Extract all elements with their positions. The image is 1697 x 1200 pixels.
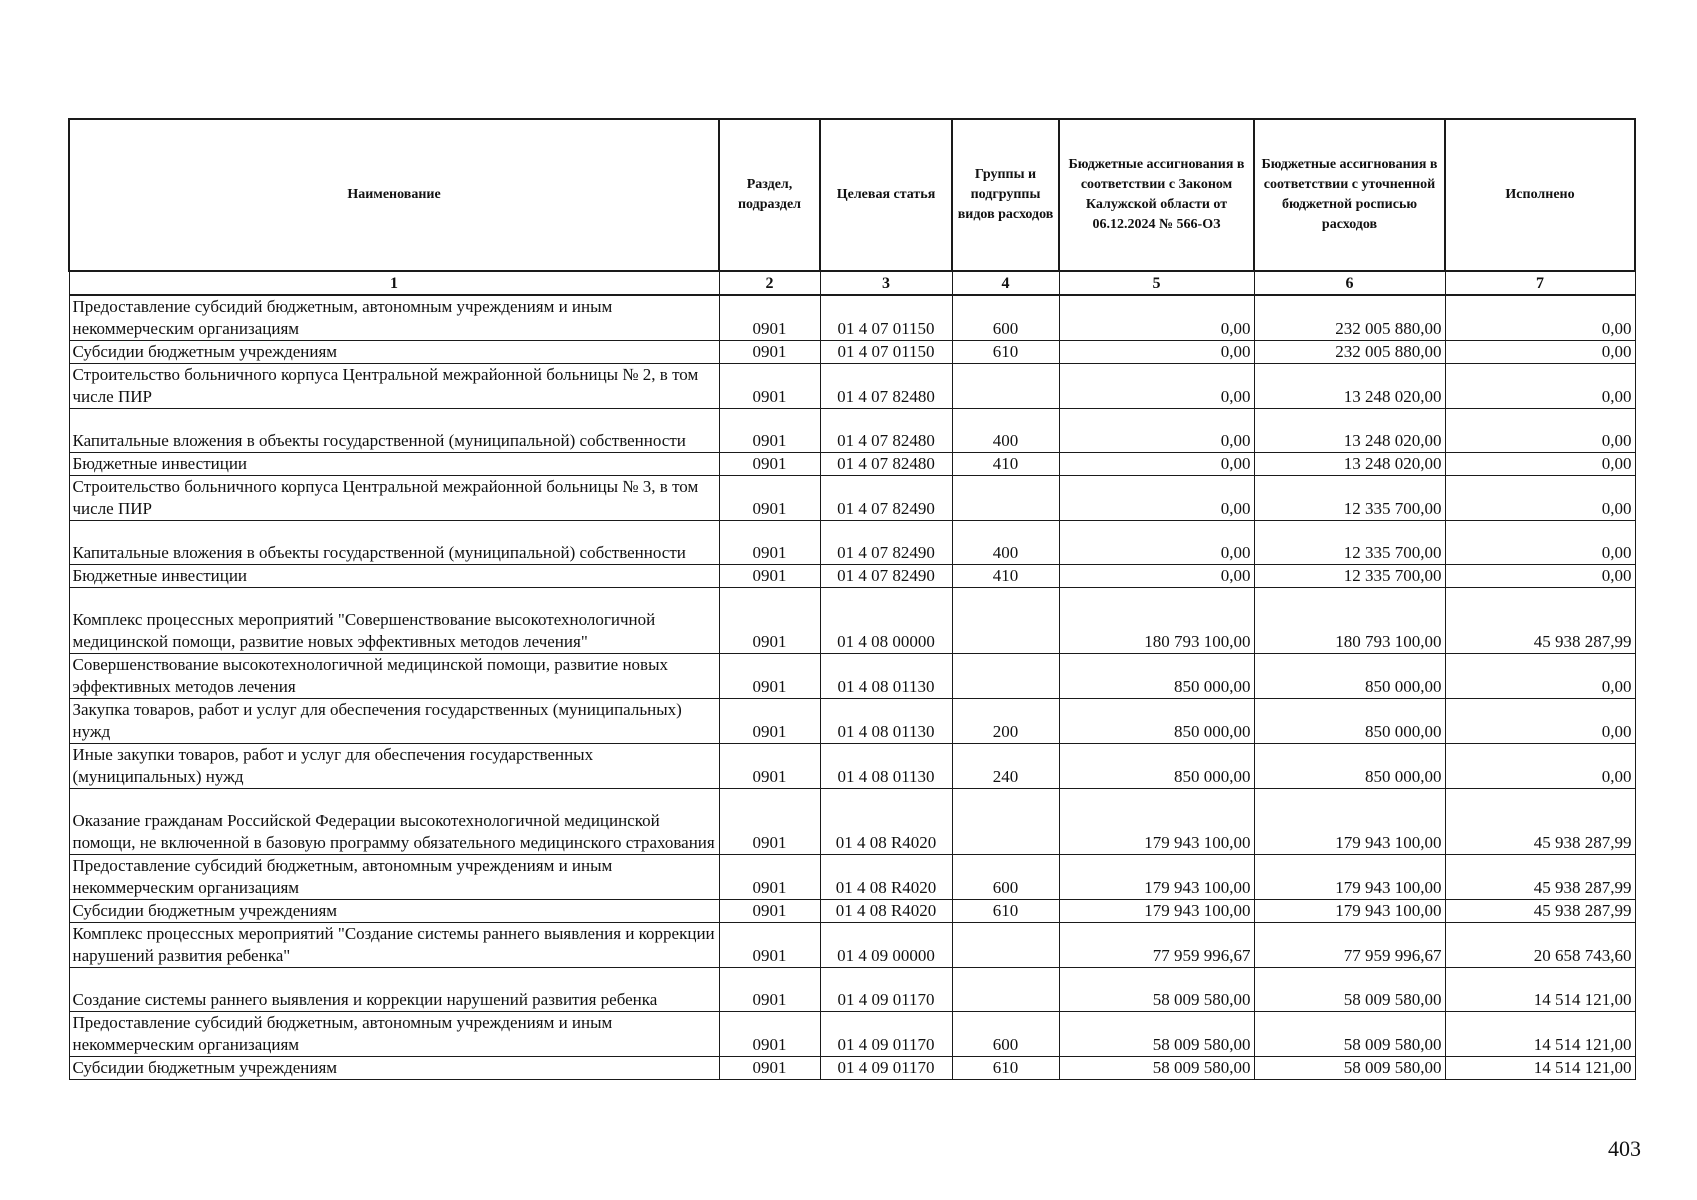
table-row: [69, 654, 1635, 699]
row-law-amount: 0,00: [1059, 295, 1254, 341]
row-executed-amount: 14 514 121,00: [1445, 968, 1635, 1012]
row-section: 0901: [719, 476, 820, 521]
row-law-amount: 0,00: [1059, 565, 1254, 588]
row-refined-amount: 850 000,00: [1254, 699, 1445, 744]
row-target: 01 4 07 82480: [820, 364, 952, 409]
row-law-amount: 179 943 100,00: [1059, 789, 1254, 855]
row-name: Субсидии бюджетным учреждениям: [69, 900, 719, 923]
row-group: 610: [952, 900, 1059, 923]
row-section: 0901: [719, 364, 820, 409]
row-section: 0901: [719, 654, 820, 699]
row-name: Строительство больничного корпуса Центральной межрайонной больницы № 2, в том числе ПИР: [69, 364, 719, 409]
row-target: 01 4 07 01150: [820, 295, 952, 341]
row-executed-amount: 20 658 743,60: [1445, 923, 1635, 968]
row-target: 01 4 07 82480: [820, 453, 952, 476]
column-number: 3: [820, 271, 952, 295]
header-groups: Группы и подгруппы видов расходов: [952, 119, 1059, 271]
row-section: 0901: [719, 565, 820, 588]
header-target: Целевая статья: [820, 119, 952, 271]
table-row: [69, 453, 1635, 476]
table-row: [69, 521, 1635, 565]
row-refined-amount: 232 005 880,00: [1254, 295, 1445, 341]
row-refined-amount: 13 248 020,00: [1254, 409, 1445, 453]
header-row: [69, 119, 1635, 271]
table-row: [69, 476, 1635, 521]
row-name: Предоставление субсидий бюджетным, автономным учреждениям и иным некоммерческим организациям: [69, 855, 719, 900]
row-refined-amount: 180 793 100,00: [1254, 588, 1445, 654]
row-group: [952, 364, 1059, 409]
row-law-amount: 850 000,00: [1059, 699, 1254, 744]
row-section: 0901: [719, 789, 820, 855]
row-target: 01 4 08 01130: [820, 699, 952, 744]
row-law-amount: 0,00: [1059, 364, 1254, 409]
table-body: [69, 295, 1635, 1080]
column-number: 7: [1445, 271, 1635, 295]
row-name: Создание системы раннего выявления и коррекции нарушений развития ребенка: [69, 968, 719, 1012]
row-executed-amount: 45 938 287,99: [1445, 900, 1635, 923]
row-law-amount: 0,00: [1059, 521, 1254, 565]
column-number: 2: [719, 271, 820, 295]
column-number: 6: [1254, 271, 1445, 295]
row-law-amount: 0,00: [1059, 341, 1254, 364]
row-group: 600: [952, 295, 1059, 341]
row-name: Совершенствование высокотехнологичной медицинской помощи, развитие новых эффективных методов лечения: [69, 654, 719, 699]
row-refined-amount: 12 335 700,00: [1254, 476, 1445, 521]
row-name: Капитальные вложения в объекты государственной (муниципальной) собственности: [69, 409, 719, 453]
header-name: Наименование: [69, 119, 719, 271]
row-refined-amount: 179 943 100,00: [1254, 900, 1445, 923]
table-row: [69, 923, 1635, 968]
row-name: Капитальные вложения в объекты государственной (муниципальной) собственности: [69, 521, 719, 565]
row-group: 410: [952, 565, 1059, 588]
row-refined-amount: 12 335 700,00: [1254, 521, 1445, 565]
row-executed-amount: 0,00: [1445, 364, 1635, 409]
row-refined-amount: 58 009 580,00: [1254, 1012, 1445, 1057]
row-target: 01 4 07 01150: [820, 341, 952, 364]
table-row: [69, 364, 1635, 409]
row-refined-amount: 12 335 700,00: [1254, 565, 1445, 588]
row-group: [952, 588, 1059, 654]
row-group: 200: [952, 699, 1059, 744]
table-row: [69, 409, 1635, 453]
row-law-amount: 77 959 996,67: [1059, 923, 1254, 968]
row-refined-amount: 58 009 580,00: [1254, 968, 1445, 1012]
row-executed-amount: 45 938 287,99: [1445, 789, 1635, 855]
column-number: 4: [952, 271, 1059, 295]
row-law-amount: 0,00: [1059, 409, 1254, 453]
row-section: 0901: [719, 1057, 820, 1080]
row-target: 01 4 08 01130: [820, 654, 952, 699]
table-row: [69, 789, 1635, 855]
row-law-amount: 179 943 100,00: [1059, 900, 1254, 923]
row-name: Строительство больничного корпуса Центральной межрайонной больницы № 3, в том числе ПИР: [69, 476, 719, 521]
table-row: [69, 744, 1635, 789]
row-section: 0901: [719, 968, 820, 1012]
row-section: 0901: [719, 295, 820, 341]
row-section: 0901: [719, 900, 820, 923]
budget-table: [68, 118, 1636, 1080]
row-executed-amount: 14 514 121,00: [1445, 1012, 1635, 1057]
row-group: [952, 923, 1059, 968]
table-row: [69, 900, 1635, 923]
row-section: 0901: [719, 699, 820, 744]
column-number-row: [69, 271, 1635, 295]
row-executed-amount: 45 938 287,99: [1445, 855, 1635, 900]
row-target: 01 4 08 R4020: [820, 900, 952, 923]
row-name: Комплекс процессных мероприятий "Создание системы раннего выявления и коррекции нарушений развития ребенка": [69, 923, 719, 968]
row-refined-amount: 58 009 580,00: [1254, 1057, 1445, 1080]
table-row: [69, 588, 1635, 654]
row-target: 01 4 09 01170: [820, 1057, 952, 1080]
row-refined-amount: 77 959 996,67: [1254, 923, 1445, 968]
row-name: Комплекс процессных мероприятий "Совершенствование высокотехнологичной медицинской помощи, развитие новых эффективных методов лечения": [69, 588, 719, 654]
row-group: [952, 968, 1059, 1012]
header-section: Раздел, подраздел: [719, 119, 820, 271]
row-executed-amount: 0,00: [1445, 295, 1635, 341]
row-section: 0901: [719, 409, 820, 453]
row-group: 410: [952, 453, 1059, 476]
row-refined-amount: 13 248 020,00: [1254, 453, 1445, 476]
row-law-amount: 58 009 580,00: [1059, 968, 1254, 1012]
row-name: Бюджетные инвестиции: [69, 565, 719, 588]
row-group: 400: [952, 409, 1059, 453]
row-executed-amount: 0,00: [1445, 476, 1635, 521]
row-section: 0901: [719, 923, 820, 968]
row-law-amount: 850 000,00: [1059, 654, 1254, 699]
row-target: 01 4 08 01130: [820, 744, 952, 789]
row-section: 0901: [719, 855, 820, 900]
row-law-amount: 0,00: [1059, 476, 1254, 521]
row-law-amount: 58 009 580,00: [1059, 1012, 1254, 1057]
row-group: 240: [952, 744, 1059, 789]
row-refined-amount: 850 000,00: [1254, 654, 1445, 699]
table-row: [69, 565, 1635, 588]
row-group: 600: [952, 1012, 1059, 1057]
header-refined: Бюджетные ассигнования в соответствии с уточненной бюджетной росписью расходов: [1254, 119, 1445, 271]
row-target: 01 4 08 R4020: [820, 855, 952, 900]
table-row: [69, 341, 1635, 364]
row-group: 600: [952, 855, 1059, 900]
table-row: [69, 295, 1635, 341]
row-executed-amount: 0,00: [1445, 409, 1635, 453]
row-name: Бюджетные инвестиции: [69, 453, 719, 476]
row-name: Предоставление субсидий бюджетным, автономным учреждениям и иным некоммерческим организациям: [69, 1012, 719, 1057]
row-section: 0901: [719, 341, 820, 364]
row-group: 400: [952, 521, 1059, 565]
row-executed-amount: 0,00: [1445, 565, 1635, 588]
row-section: 0901: [719, 744, 820, 789]
row-name: Предоставление субсидий бюджетным, автономным учреждениям и иным некоммерческим организациям: [69, 295, 719, 341]
row-target: 01 4 07 82480: [820, 409, 952, 453]
row-law-amount: 179 943 100,00: [1059, 855, 1254, 900]
row-target: 01 4 07 82490: [820, 476, 952, 521]
table-row: [69, 855, 1635, 900]
row-law-amount: 180 793 100,00: [1059, 588, 1254, 654]
row-target: 01 4 08 R4020: [820, 789, 952, 855]
header-law: Бюджетные ассигнования в соответствии с Законом Калужской области от 06.12.2024 № 566-ОЗ: [1059, 119, 1254, 271]
row-target: 01 4 09 00000: [820, 923, 952, 968]
row-target: 01 4 08 00000: [820, 588, 952, 654]
table-row: [69, 1012, 1635, 1057]
row-group: 610: [952, 341, 1059, 364]
row-refined-amount: 179 943 100,00: [1254, 855, 1445, 900]
row-group: [952, 654, 1059, 699]
header-executed: Исполнено: [1445, 119, 1635, 271]
row-target: 01 4 07 82490: [820, 521, 952, 565]
row-section: 0901: [719, 521, 820, 565]
row-executed-amount: 0,00: [1445, 744, 1635, 789]
row-target: 01 4 09 01170: [820, 1012, 952, 1057]
row-name: Субсидии бюджетным учреждениям: [69, 1057, 719, 1080]
row-refined-amount: 13 248 020,00: [1254, 364, 1445, 409]
row-executed-amount: 0,00: [1445, 699, 1635, 744]
row-law-amount: 0,00: [1059, 453, 1254, 476]
table-row: [69, 699, 1635, 744]
column-number: 1: [69, 271, 719, 295]
row-name: Закупка товаров, работ и услуг для обеспечения государственных (муниципальных) нужд: [69, 699, 719, 744]
row-executed-amount: 0,00: [1445, 654, 1635, 699]
row-executed-amount: 45 938 287,99: [1445, 588, 1635, 654]
row-refined-amount: 850 000,00: [1254, 744, 1445, 789]
row-group: [952, 789, 1059, 855]
table-row: [69, 968, 1635, 1012]
row-executed-amount: 0,00: [1445, 521, 1635, 565]
row-section: 0901: [719, 588, 820, 654]
row-executed-amount: 14 514 121,00: [1445, 1057, 1635, 1080]
row-law-amount: 850 000,00: [1059, 744, 1254, 789]
row-section: 0901: [719, 1012, 820, 1057]
row-group: 610: [952, 1057, 1059, 1080]
row-group: [952, 476, 1059, 521]
row-refined-amount: 179 943 100,00: [1254, 789, 1445, 855]
row-refined-amount: 232 005 880,00: [1254, 341, 1445, 364]
row-executed-amount: 0,00: [1445, 453, 1635, 476]
page-number: 403: [1608, 1136, 1641, 1161]
row-name: Оказание гражданам Российской Федерации высокотехнологичной медицинской помощи, не включенной в базовую программу обязательного медицинского страхования: [69, 789, 719, 855]
column-number: 5: [1059, 271, 1254, 295]
row-section: 0901: [719, 453, 820, 476]
row-law-amount: 58 009 580,00: [1059, 1057, 1254, 1080]
row-name: Иные закупки товаров, работ и услуг для обеспечения государственных (муниципальных) нужд: [69, 744, 719, 789]
row-target: 01 4 07 82490: [820, 565, 952, 588]
row-target: 01 4 09 01170: [820, 968, 952, 1012]
table-row: [69, 1057, 1635, 1080]
row-executed-amount: 0,00: [1445, 341, 1635, 364]
row-name: Субсидии бюджетным учреждениям: [69, 341, 719, 364]
